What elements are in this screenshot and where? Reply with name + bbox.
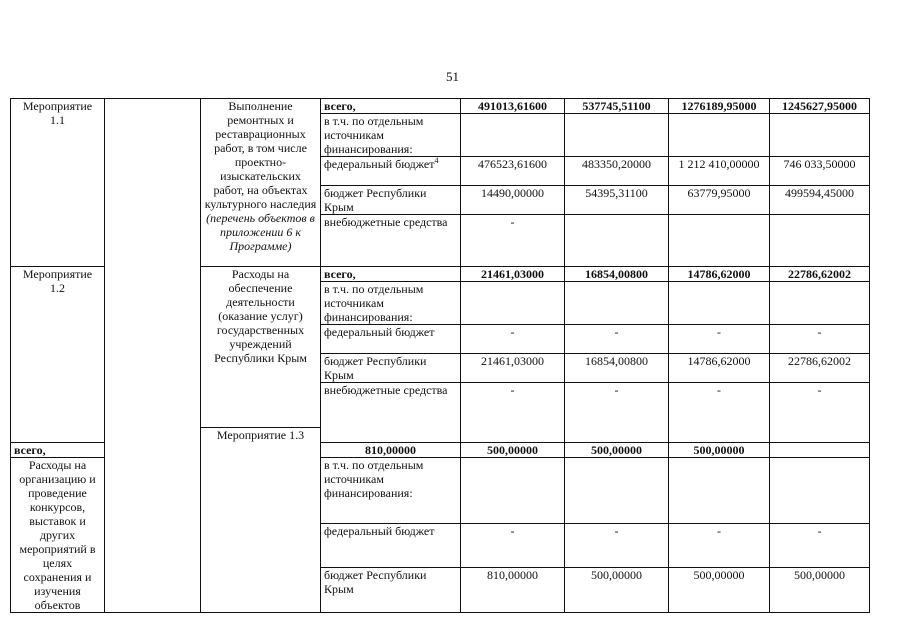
value-cell: -: [770, 523, 870, 568]
value-cell: 16854,00800: [565, 354, 669, 383]
footnote-mark: 4: [434, 156, 439, 165]
value-cell: -: [669, 523, 770, 568]
value-cell: 746 033,50000: [770, 157, 870, 186]
value-cell: -: [461, 325, 565, 354]
financing-table: [10, 98, 870, 613]
value-cell: [565, 215, 669, 267]
value-cell: [770, 215, 870, 267]
value-cell: -: [669, 383, 770, 443]
value-cell: [770, 114, 870, 157]
event-label: Мероприятие 1.1: [11, 99, 105, 267]
value-cell: -: [770, 325, 870, 354]
value-cell: 500,00000: [565, 443, 669, 458]
value-cell: 54395,31100: [565, 186, 669, 215]
value-cell: 16854,00800: [565, 267, 669, 282]
value-cell: [770, 282, 870, 325]
category-cell: федеральный бюджет$^4$: [321, 157, 461, 186]
event-label: Мероприятие 1.2: [11, 267, 105, 443]
value-cell: -: [565, 325, 669, 354]
value-cell: 499594,45000: [770, 186, 870, 215]
event-description: Расходы на организацию и проведение конкурсов, выставок и других мероприятий в целях сохранения и изучения объектов: [11, 458, 105, 613]
category-cell: всего,: [11, 443, 105, 458]
category-cell: внебюджетные средства: [321, 383, 461, 443]
value-cell: 1245627,95000: [770, 99, 870, 114]
value-cell: -: [461, 523, 565, 568]
value-cell: 500,00000: [565, 568, 669, 613]
value-cell: [565, 282, 669, 325]
value-cell: 810,00000: [461, 568, 565, 613]
event-description: Выполнение ремонтных и реставрационных работ, в том числе проектно-изыскательских работ, на объектах культурного наследия (перечень объектов в приложении 6 к Программе): [201, 99, 321, 267]
category-cell: в т.ч. по отдельным источникам финансирования:: [321, 282, 461, 325]
value-cell: [461, 458, 565, 524]
value-cell: 500,00000: [669, 568, 770, 613]
value-cell: 21461,03000: [461, 267, 565, 282]
value-cell: -: [565, 523, 669, 568]
value-cell: -: [770, 383, 870, 443]
category-cell: всего,: [321, 99, 461, 114]
category-cell: федеральный бюджет: [321, 523, 461, 568]
value-cell: [565, 458, 669, 524]
value-cell: -: [669, 325, 770, 354]
category-cell: бюджет Республики Крым: [321, 186, 461, 215]
value-cell: [669, 282, 770, 325]
category-cell: бюджет Республики Крым: [321, 354, 461, 383]
value-cell: 1276189,95000: [669, 99, 770, 114]
value-cell: 810,00000: [321, 443, 461, 458]
category-cell: бюджет Республики Крым: [321, 568, 461, 613]
value-cell: 500,00000: [669, 443, 770, 458]
value-cell: [565, 114, 669, 157]
value-cell: 500,00000: [770, 568, 870, 613]
value-cell: 1 212 410,00000: [669, 157, 770, 186]
category-cell: в т.ч. по отдельным источникам финансирования:: [321, 114, 461, 157]
category-cell: внебюджетные средства: [321, 215, 461, 267]
value-cell: [770, 458, 870, 524]
category-cell: в т.ч. по отдельным источникам финансирования:: [321, 458, 461, 524]
value-cell: 483350,20000: [565, 157, 669, 186]
value-cell: 14786,62000: [669, 354, 770, 383]
value-cell: 14490,00000: [461, 186, 565, 215]
value-cell: -: [461, 215, 565, 267]
value-cell: [461, 282, 565, 325]
category-cell: федеральный бюджет: [321, 325, 461, 354]
event-label: Мероприятие 1.3: [201, 428, 321, 613]
category-cell: всего,: [321, 267, 461, 282]
value-cell: 63779,95000: [669, 186, 770, 215]
value-cell: [669, 215, 770, 267]
value-cell: 22786,62002: [770, 354, 870, 383]
value-cell: 21461,03000: [461, 354, 565, 383]
empty-cell: [105, 99, 201, 613]
page-number: 51: [446, 69, 459, 84]
value-cell: 537745,51100: [565, 99, 669, 114]
value-cell: 14786,62000: [669, 267, 770, 282]
value-cell: 476523,61600: [461, 157, 565, 186]
value-cell: [669, 114, 770, 157]
value-cell: 491013,61600: [461, 99, 565, 114]
value-cell: 22786,62002: [770, 267, 870, 282]
value-cell: -: [461, 383, 565, 443]
value-cell: [461, 114, 565, 157]
event-description: Расходы на обеспечение деятельности (оказание услуг) государственных учреждений Республики Крым: [201, 267, 321, 428]
value-cell: [669, 458, 770, 524]
value-cell: -: [565, 383, 669, 443]
value-cell: 500,00000: [461, 443, 565, 458]
